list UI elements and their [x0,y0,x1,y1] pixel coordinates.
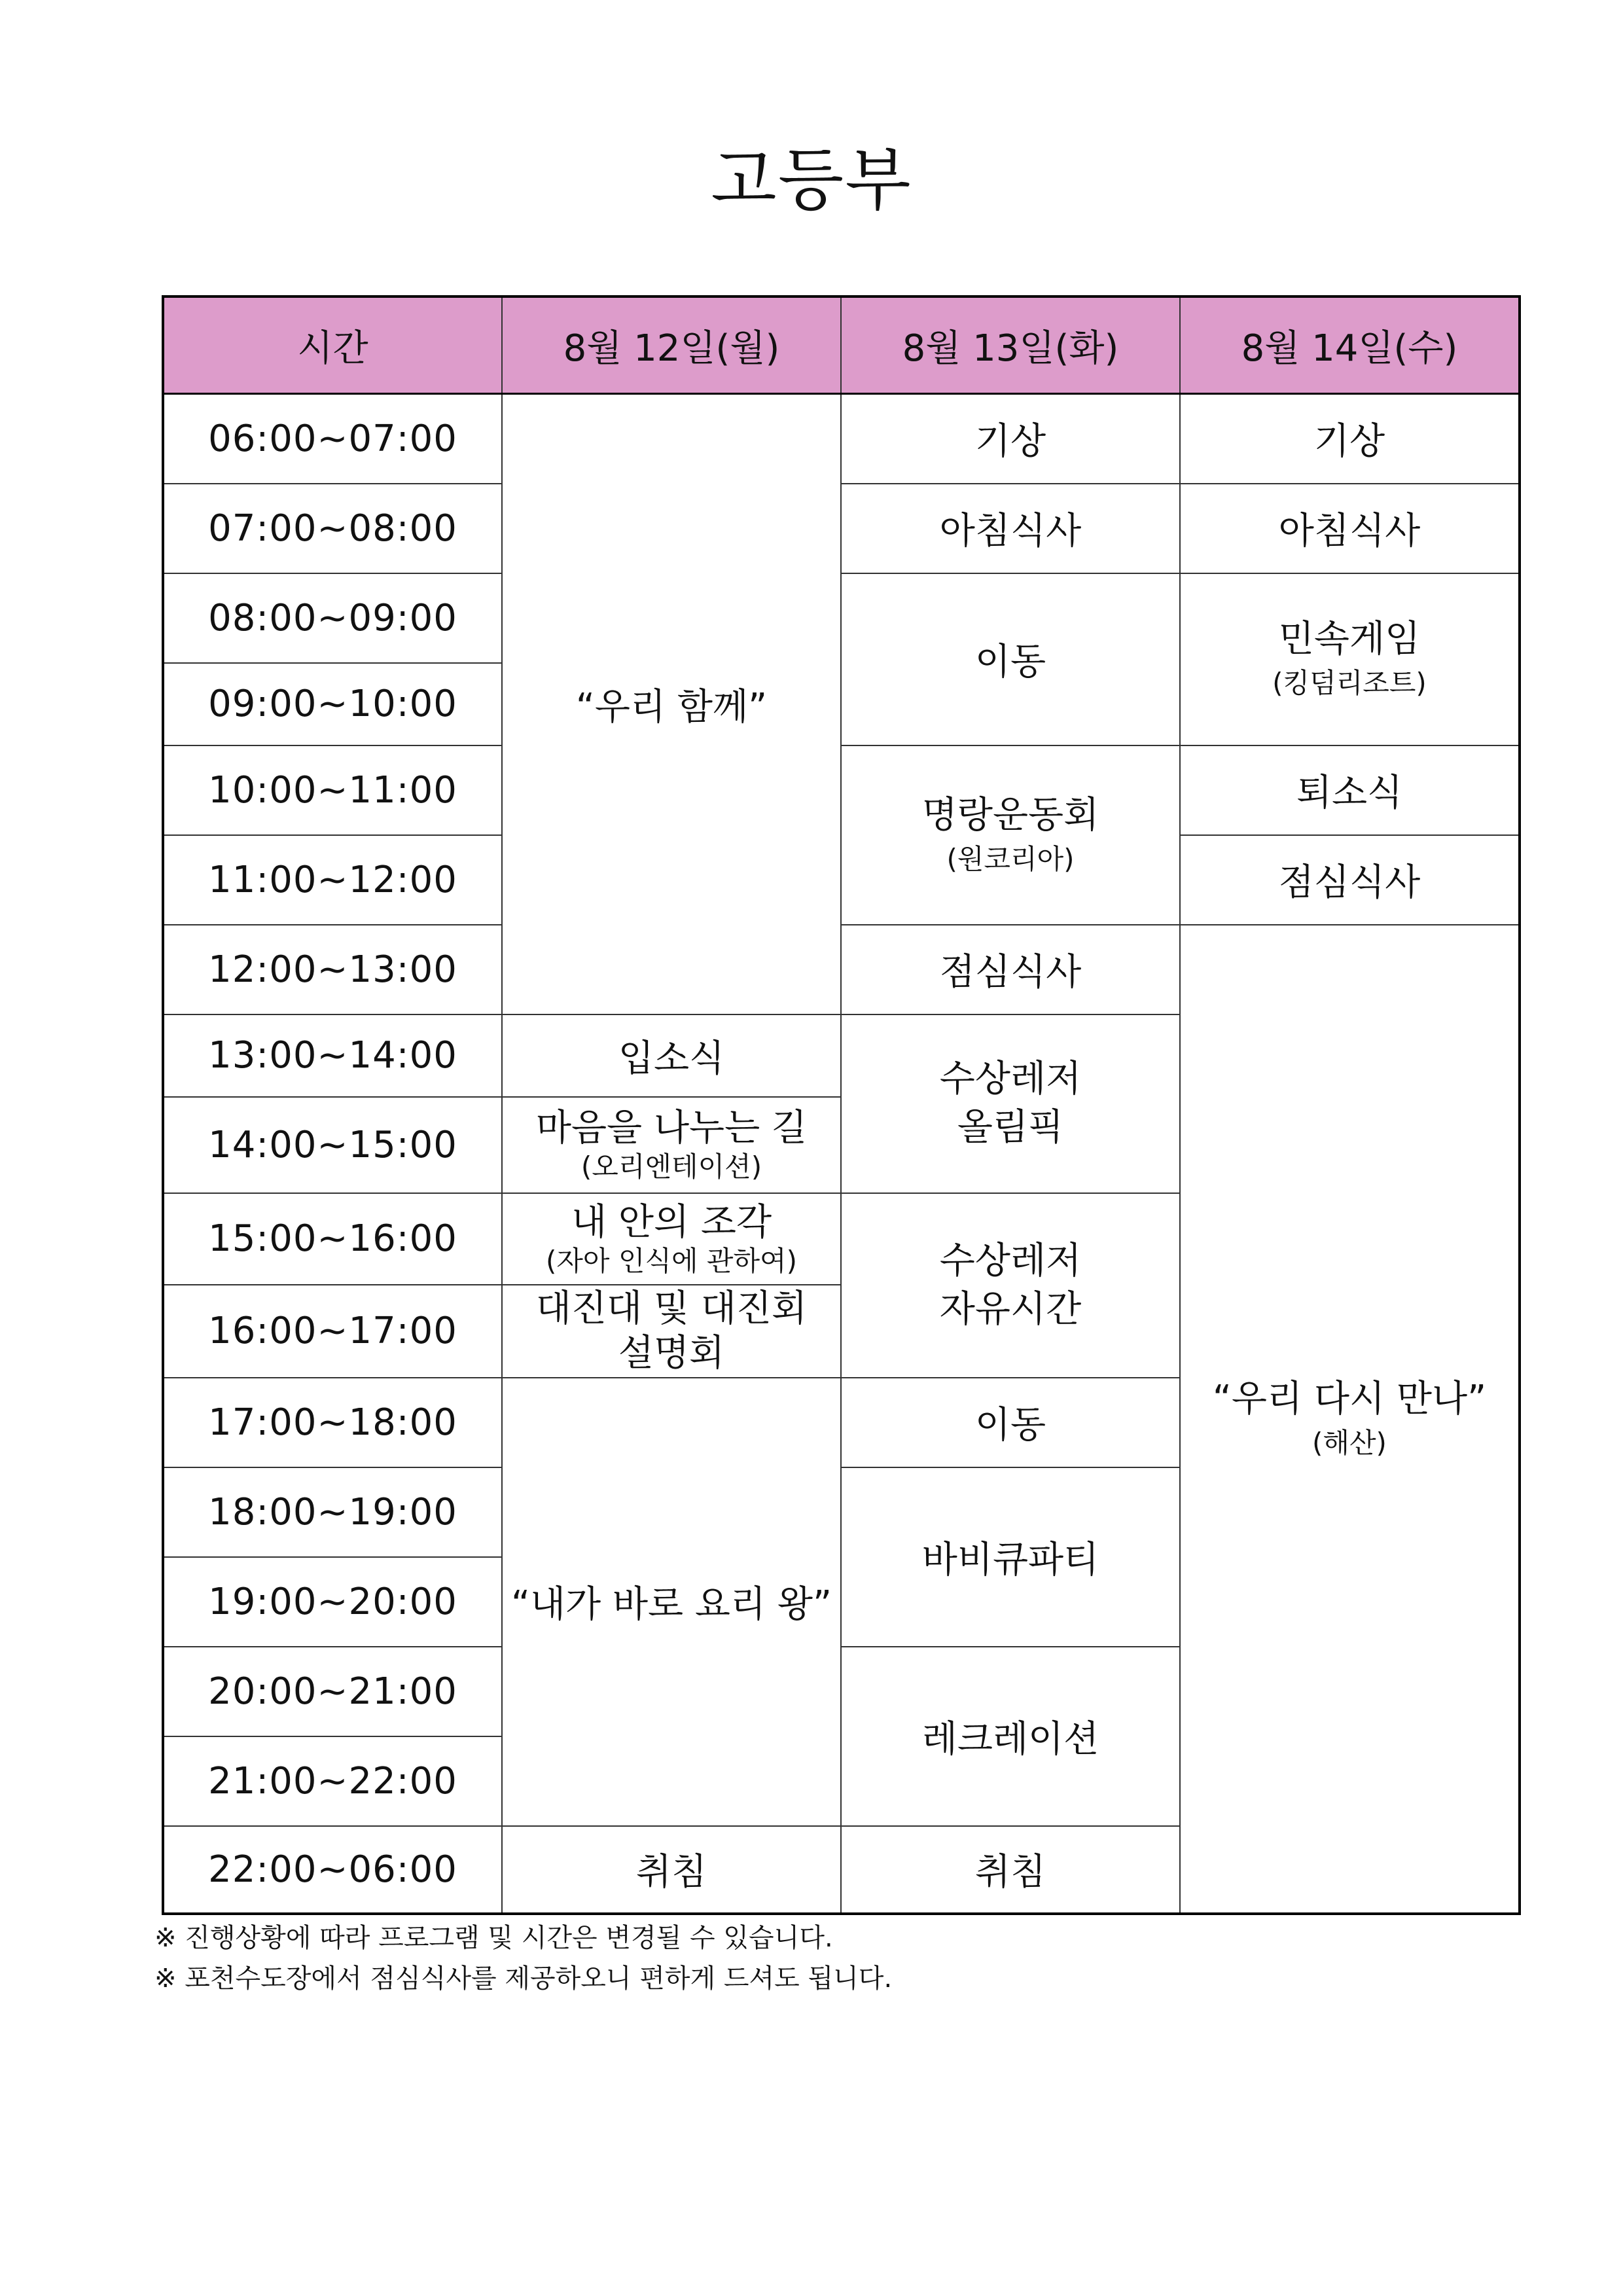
sports-day-title: 명랑운동회 [921,793,1099,836]
header-day-2: 8월 13일(화) [841,296,1180,394]
event-breakfast-day3: 아침식사 [1180,484,1520,573]
header-day-1: 8월 12일(월) [502,296,841,394]
time-cell: 19:00~20:00 [163,1557,502,1647]
event-lunch-day3: 점심식사 [1180,835,1520,925]
orientation-title: 마음을 나누는 길 [535,1107,808,1149]
time-cell: 20:00~21:00 [163,1647,502,1736]
table-row [163,394,1520,484]
orientation-subtitle: (오리엔테이션) [580,1151,762,1183]
time-cell: 11:00~12:00 [163,835,502,925]
event-exit-ceremony: 퇴소식 [1180,745,1520,835]
event-sleep-day1: 취침 [502,1826,841,1914]
event-folk-game [1180,573,1520,745]
event-breakfast-day2: 아침식사 [841,484,1180,573]
footnote: ※ 진행상황에 따라 프로그램 및 시간은 변경될 수 있습니다. [154,1923,833,1953]
page-title: 고등부 [711,140,912,220]
time-cell: 09:00~10:00 [163,663,502,745]
header-row [163,296,1520,394]
farewell-title: “우리 다시 만나” [1212,1377,1487,1420]
time-cell: 13:00~14:00 [163,1014,502,1097]
event-sports-day [841,745,1180,925]
time-cell: 08:00~09:00 [163,573,502,663]
event-recreation: 레크레이션 [841,1647,1180,1826]
event-orientation [502,1097,841,1193]
time-cell: 07:00~08:00 [163,484,502,573]
table-row [163,745,1520,835]
event-lunch-day2: 점심식사 [841,925,1180,1014]
header-day-3: 8월 14일(수) [1180,296,1520,394]
event-water-free-time [841,1193,1180,1378]
event-move-day2-evening: 이동 [841,1378,1180,1467]
farewell-subtitle: (해산) [1312,1426,1387,1459]
table-row [163,573,1520,663]
event-admission-briefing [502,1285,841,1378]
time-cell: 21:00~22:00 [163,1736,502,1826]
time-cell: 16:00~17:00 [163,1285,502,1378]
event-cooking-king: “내가 바로 요리 왕” [502,1378,841,1826]
event-bbq-party: 바비큐파티 [841,1467,1180,1647]
folk-game-location: (킹덤리조트) [1272,667,1427,699]
event-together: “우리 함께” [502,394,841,1014]
time-cell: 06:00~07:00 [163,394,502,484]
event-wakeup-day2: 기상 [841,394,1180,484]
event-self-awareness [502,1193,841,1285]
table-row [163,925,1520,1014]
footnotes [154,1918,1529,1999]
event-water-olympic [841,1014,1180,1193]
table-row [163,484,1520,573]
event-entrance-ceremony: 입소식 [502,1014,841,1097]
event-wakeup-day3: 기상 [1180,394,1520,484]
admission-line-2: 설명회 [618,1331,725,1374]
time-cell: 10:00~11:00 [163,745,502,835]
time-cell: 12:00~13:00 [163,925,502,1014]
water-free-line-1: 수상레저 [939,1239,1082,1282]
time-cell: 14:00~15:00 [163,1097,502,1193]
water-olympic-line-2: 올림픽 [957,1106,1064,1149]
admission-line-1: 대진대 및 대진회 [535,1287,808,1330]
self-awareness-subtitle: (자아 인식에 관하여) [545,1244,798,1277]
event-sleep-day2: 취침 [841,1826,1180,1914]
event-move-day2-morning: 이동 [841,573,1180,745]
self-awareness-title: 내 안의 조각 [571,1200,772,1244]
sports-day-subtitle: (원코리아) [946,842,1075,875]
time-cell: 15:00~16:00 [163,1193,502,1285]
schedule-table [162,295,1521,1915]
time-cell: 18:00~19:00 [163,1467,502,1557]
folk-game-title: 민속게임 [1278,618,1421,660]
water-olympic-line-1: 수상레저 [939,1058,1082,1100]
footnote: ※ 포천수도장에서 점심식사를 제공하오니 편하게 드셔도 됩니다. [154,1964,893,1994]
time-cell: 22:00~06:00 [163,1826,502,1914]
event-farewell [1180,925,1520,1914]
header-time: 시간 [163,296,502,394]
time-cell: 17:00~18:00 [163,1378,502,1467]
water-free-line-2: 자유시간 [939,1287,1082,1331]
